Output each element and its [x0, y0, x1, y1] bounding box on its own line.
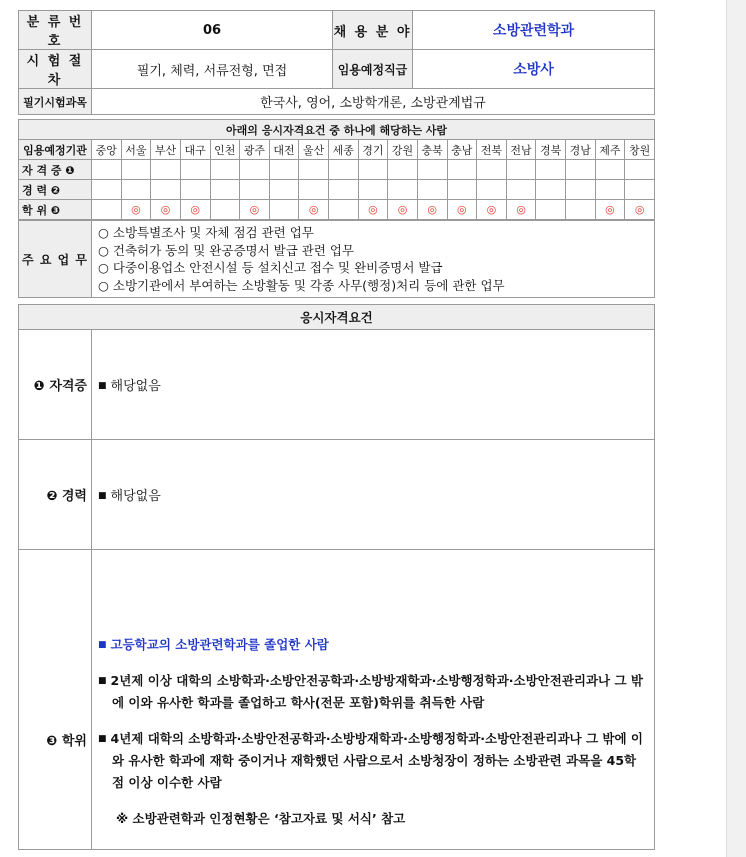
grid-mark-cell	[269, 160, 299, 180]
grid-mark-cell	[210, 160, 240, 180]
grid-mark-cell: ◎	[358, 200, 388, 220]
grid-mark-cell	[447, 160, 477, 180]
grid-mark-cell	[566, 160, 596, 180]
grid-mark-cell	[536, 180, 566, 200]
region-header: 경남	[566, 140, 596, 160]
region-header: 인천	[210, 140, 240, 160]
region-header: 제주	[595, 140, 625, 160]
header-table	[18, 10, 655, 115]
grid-mark-cell: ◎	[299, 200, 329, 220]
degree-item-3: ■ 4년제 대학의 소방학과·소방안전공학과·소방방재학과·소방행정학과·소방안전관리과나 그 밖에 이와 유사한 학과에 재학 중이거나 재학했던 사람으로서 소방청장이 정하는 소방관련 과목을 45학점 이상 이수한 사람	[98, 731, 643, 790]
grid-mark-cell	[388, 160, 418, 180]
grid-mark-cell	[240, 180, 270, 200]
field-value: 소방관련학과	[413, 11, 655, 50]
grid-row-label: 학 위 ❸	[19, 200, 92, 220]
grid-mark-cell: ◎	[477, 200, 507, 220]
license-cell	[92, 330, 655, 440]
grid-mark-cell	[92, 160, 122, 180]
license-label: ❶ 자격증	[19, 330, 92, 440]
duties-list-cell	[92, 221, 655, 298]
grid-mark-cell	[210, 200, 240, 220]
subjects-value: 한국사, 영어, 소방학개론, 소방관계법규	[92, 89, 655, 115]
grid-mark-cell	[417, 160, 447, 180]
grid-mark-cell	[595, 180, 625, 200]
region-header: 부산	[151, 140, 181, 160]
grid-mark-cell	[358, 180, 388, 200]
degree-item-1: ■ 고등학교의 소방관련학과를 졸업한 사람	[98, 637, 329, 652]
region-header: 대전	[269, 140, 299, 160]
grid-mark-cell	[299, 160, 329, 180]
exam-label: 시 험 절 차	[19, 50, 92, 89]
grid-mark-cell	[210, 180, 240, 200]
duty-item: ○ 건축허가 동의 및 완공증명서 발급 관련 업무	[98, 242, 355, 258]
requirements-table	[18, 304, 655, 850]
career-label: ❷ 경력	[19, 440, 92, 550]
grid-mark-cell	[358, 160, 388, 180]
grid-mark-cell	[536, 200, 566, 220]
duty-item: ○ 다중이용업소 안전시설 등 설치신고 접수 및 완비증명서 발급	[98, 260, 443, 275]
grid-mark-cell	[92, 180, 122, 200]
org-label: 임용예정기관	[19, 140, 92, 160]
duties-table	[18, 220, 655, 298]
grid-mark-cell: ◎	[240, 200, 270, 220]
region-header: 충북	[417, 140, 447, 160]
degree-label: ❸ 학위	[19, 550, 92, 850]
degree-note: ※ 소방관련학과 인정현황은 ‘참고자료 및 서식’ 참고	[116, 811, 406, 826]
bullet-icon: ■	[98, 491, 107, 501]
grid-mark-cell	[299, 180, 329, 200]
grid-mark-cell	[595, 160, 625, 180]
grid-mark-cell	[477, 180, 507, 200]
subjects-label: 필기시험과목	[19, 89, 92, 115]
region-header: 세종	[329, 140, 359, 160]
duty-item: ○ 소방기관에서 부여하는 소방활동 및 각종 사무(행정)처리 등에 관한 업무	[98, 277, 505, 293]
duty-item: ○ 소방특별조사 및 자체 점검 관련 업무	[98, 225, 314, 240]
scrollbar-track[interactable]	[726, 0, 746, 857]
bullet-icon: ■	[98, 676, 107, 686]
grid-mark-cell	[329, 200, 359, 220]
region-header: 경기	[358, 140, 388, 160]
grid-mark-cell	[269, 200, 299, 220]
bullet-icon: ■	[98, 734, 107, 744]
region-header: 경북	[536, 140, 566, 160]
exam-value: 필기, 체력, 서류전형, 면접	[92, 50, 333, 89]
grid-mark-cell	[536, 160, 566, 180]
grid-mark-cell	[92, 200, 122, 220]
grid-mark-cell	[151, 180, 181, 200]
grid-mark-cell	[269, 180, 299, 200]
grid-mark-cell	[447, 180, 477, 200]
region-header: 광주	[240, 140, 270, 160]
grid-mark-cell: ◎	[417, 200, 447, 220]
region-header: 창원	[625, 140, 655, 160]
region-header: 중앙	[92, 140, 122, 160]
degree-cell	[92, 550, 655, 850]
grid-mark-cell: ◎	[625, 200, 655, 220]
grid-row-label: 경 력 ❷	[19, 180, 92, 200]
bullet-icon: ■	[98, 640, 107, 650]
region-header: 전남	[506, 140, 536, 160]
grid-mark-cell	[121, 160, 151, 180]
grid-mark-cell	[506, 180, 536, 200]
degree-item-2: ■ 2년제 이상 대학의 소방학과·소방안전공학과·소방방재학과·소방행정학과·소방안전관리과나 그 밖에 이와 유사한 학과를 졸업하고 학사(전문 포함)학위를 취득한 사람	[98, 673, 643, 710]
bullet-icon: ■	[98, 381, 107, 391]
grid-mark-cell	[329, 160, 359, 180]
grid-mark-cell: ◎	[447, 200, 477, 220]
region-header: 강원	[388, 140, 418, 160]
class-no-label: 분 류 번 호	[19, 11, 92, 50]
eligibility-grid	[18, 119, 655, 220]
region-header: 울산	[299, 140, 329, 160]
grid-row-label: 자 격 증 ❶	[19, 160, 92, 180]
grid-mark-cell: ◎	[121, 200, 151, 220]
rank-value: 소방사	[413, 50, 655, 89]
region-header: 서울	[121, 140, 151, 160]
field-label: 채 용 분 야	[333, 11, 413, 50]
recruitment-document	[18, 10, 654, 850]
grid-mark-cell: ◎	[180, 200, 210, 220]
duties-label: 주 요 업 무	[19, 221, 92, 298]
region-header: 대구	[180, 140, 210, 160]
grid-mark-cell: ◎	[151, 200, 181, 220]
grid-mark-cell	[625, 160, 655, 180]
eligibility-grid-title: 아래의 응시자격요건 중 하나에 해당하는 사람	[19, 120, 655, 140]
career-value: 해당없음	[110, 489, 161, 504]
grid-mark-cell	[566, 180, 596, 200]
rank-label: 임용예정직급	[333, 50, 413, 89]
grid-mark-cell	[121, 180, 151, 200]
region-header: 전북	[477, 140, 507, 160]
grid-mark-cell	[417, 180, 447, 200]
grid-mark-cell	[240, 160, 270, 180]
grid-mark-cell	[180, 160, 210, 180]
requirements-title: 응시자격요건	[19, 305, 655, 330]
grid-mark-cell	[388, 180, 418, 200]
grid-mark-cell: ◎	[388, 200, 418, 220]
grid-mark-cell: ◎	[506, 200, 536, 220]
grid-mark-cell	[477, 160, 507, 180]
grid-mark-cell: ◎	[595, 200, 625, 220]
grid-mark-cell	[625, 180, 655, 200]
grid-mark-cell	[180, 180, 210, 200]
class-no-value: 06	[92, 11, 333, 50]
grid-mark-cell	[329, 180, 359, 200]
career-cell	[92, 440, 655, 550]
license-value: 해당없음	[110, 379, 161, 394]
grid-mark-cell	[566, 200, 596, 220]
grid-mark-cell	[151, 160, 181, 180]
region-header: 충남	[447, 140, 477, 160]
grid-mark-cell	[506, 160, 536, 180]
